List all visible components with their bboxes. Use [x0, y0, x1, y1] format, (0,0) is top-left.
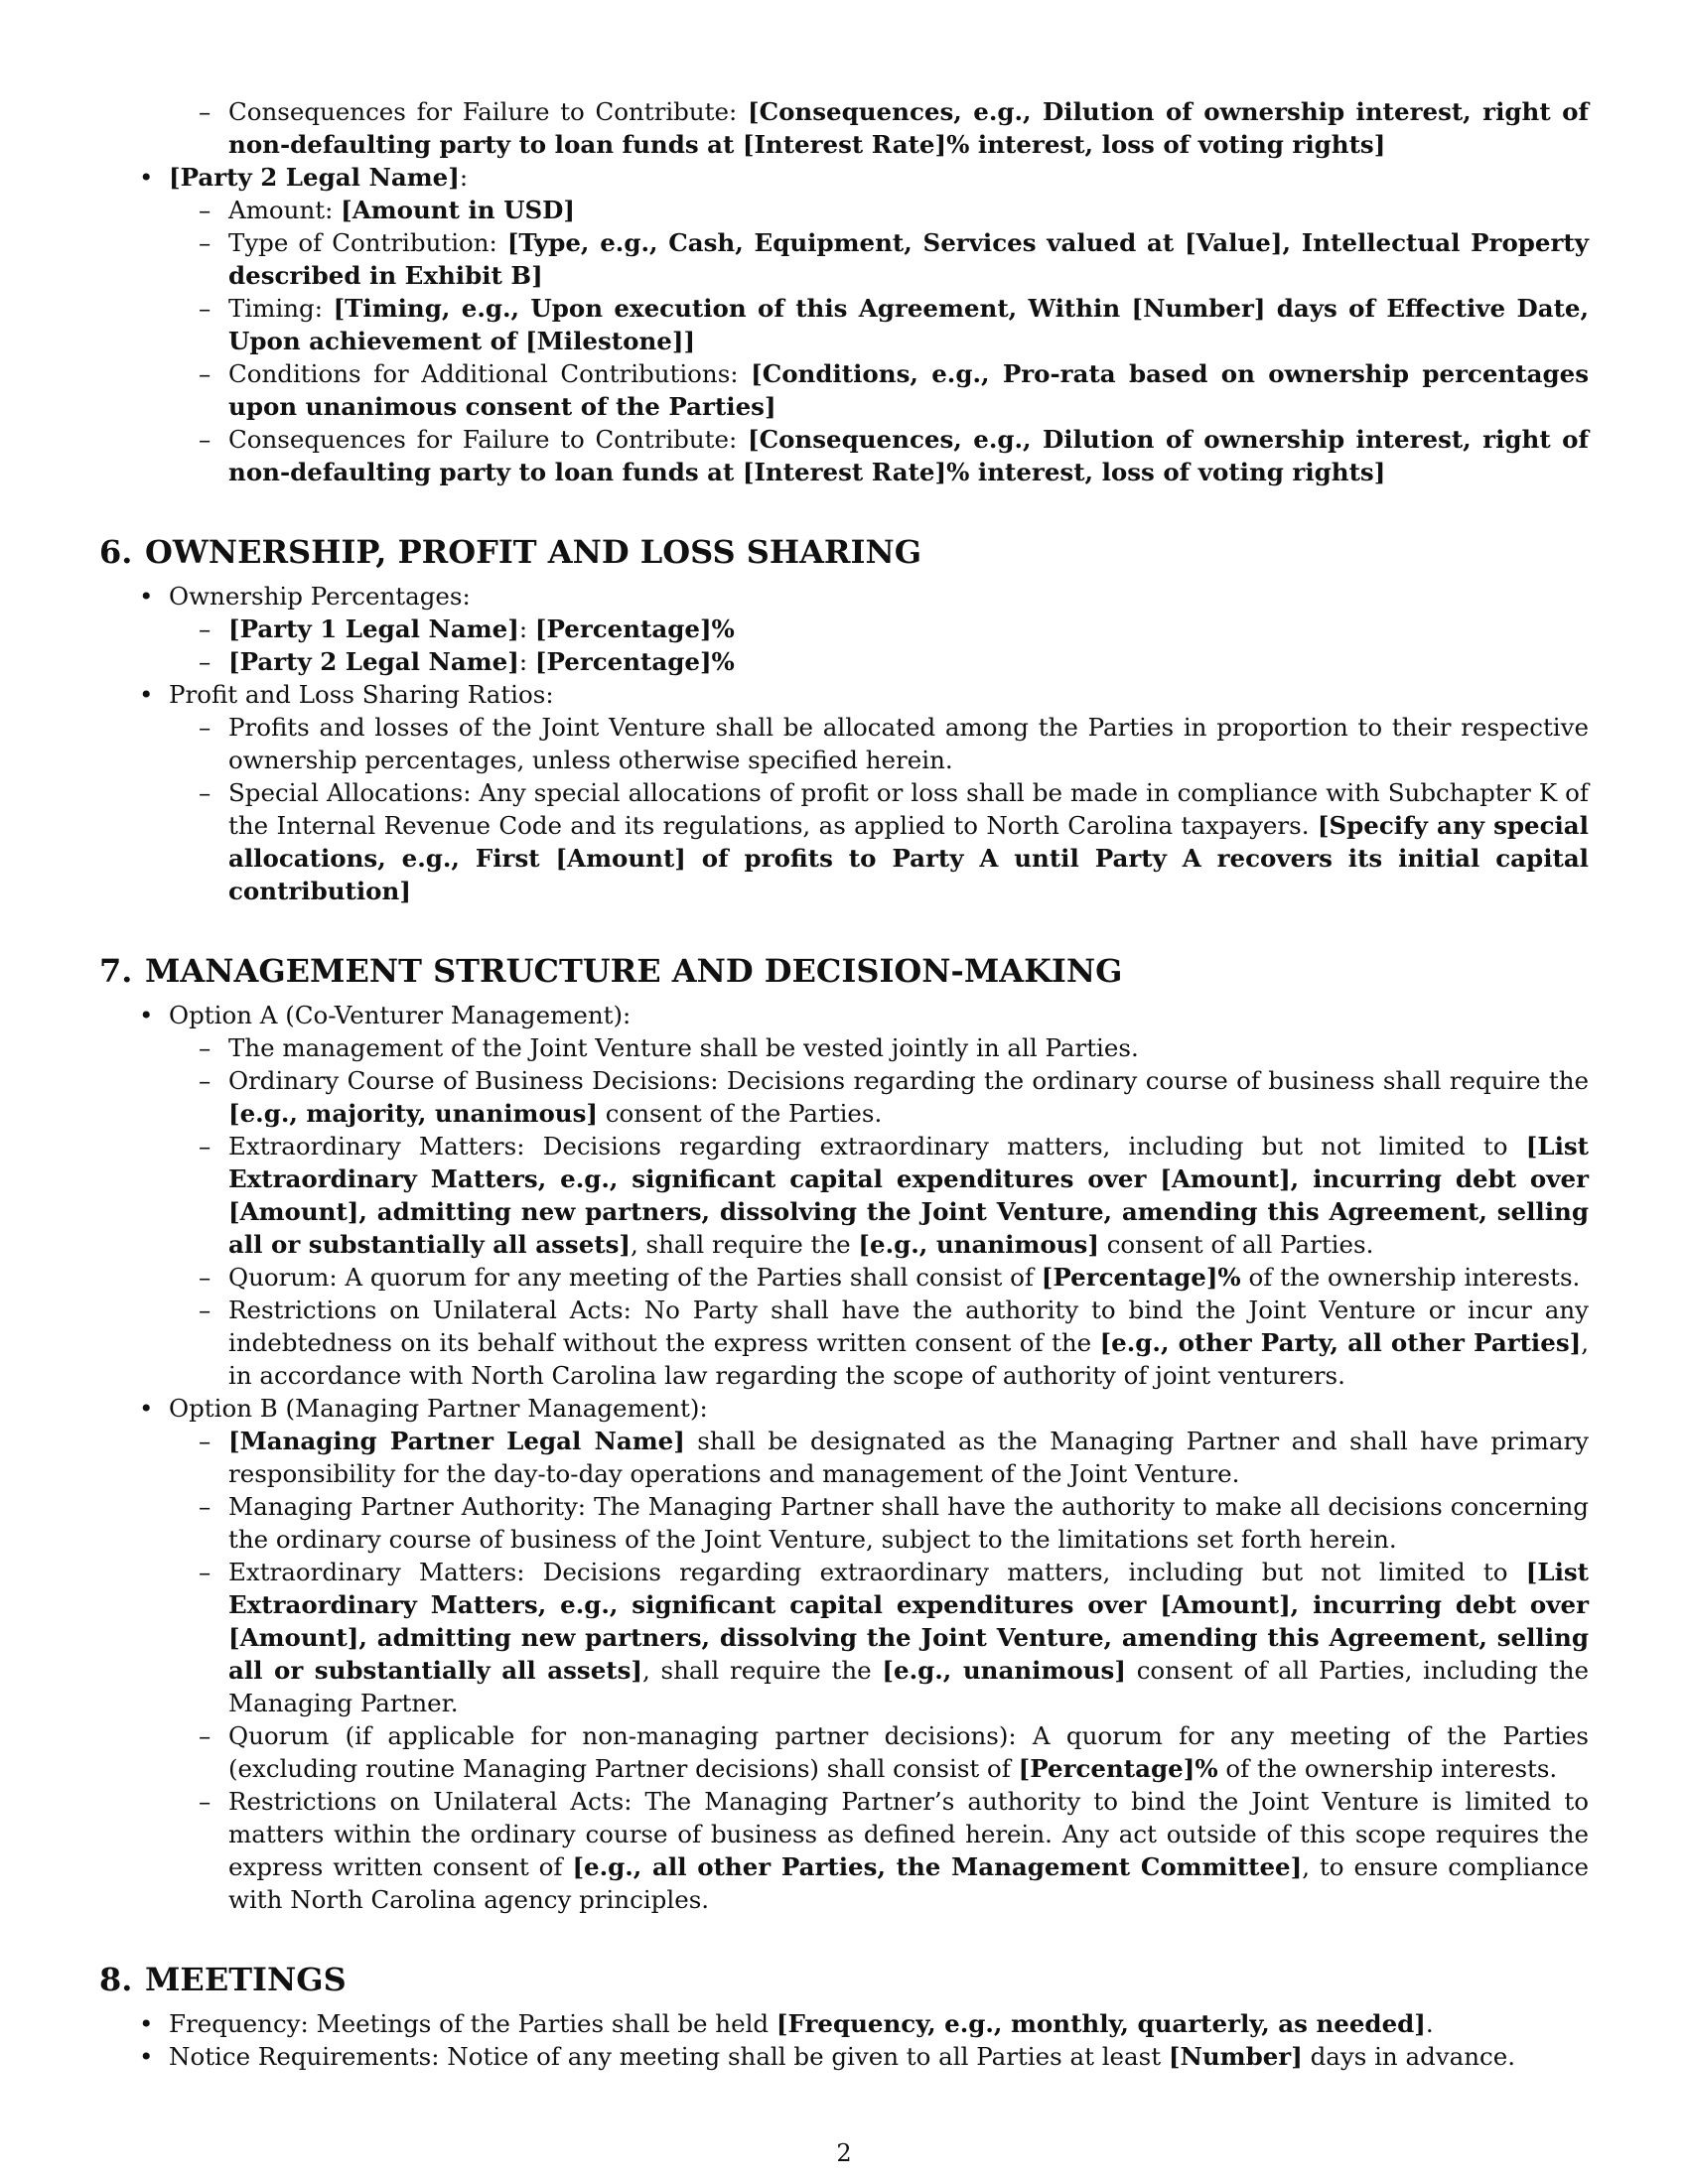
dash-marker: –	[199, 647, 211, 676]
list-item	[99, 2007, 1589, 2040]
option-label: Option B (Managing Partner Management):	[169, 1394, 708, 1423]
item-placeholder: [Specify any special allocations, e.g., First [Amount] of profits to Party A until Party A recovers its initial capital contribution]	[228, 811, 1589, 905]
list-item	[99, 95, 1589, 161]
item-text: , shall require the	[630, 1230, 859, 1259]
bullet-marker: •	[139, 2009, 154, 2038]
item-text: Frequency: Meetings of the Parties shall be held	[169, 2009, 776, 2038]
item-placeholder: [Percentage]%	[1041, 1263, 1241, 1292]
item-value: [Consequences, e.g., Dilution of ownership interest, right of non-defaulting party to loan funds at [Interest Rate]% interest, loss of voting rights]	[228, 425, 1590, 486]
dash-marker: –	[199, 228, 211, 257]
percentage: [Percentage]%	[534, 614, 735, 643]
item-label: Conditions for Additional Contributions:	[228, 359, 752, 388]
dash-marker: –	[199, 1132, 211, 1160]
ownership-row	[99, 613, 1589, 645]
page-number: 2	[836, 2139, 852, 2167]
item-text: , shall require the	[641, 1656, 883, 1685]
item-value: [Conditions, e.g., Pro-rata based on ownership percentages upon unanimous consent of the Parties]	[228, 359, 1589, 421]
dash-marker: –	[199, 1721, 211, 1750]
item-text: Quorum (if applicable for non-managing partner decisions): A quorum for any meeting of the Parties (excluding routine Managing Partner decisions) shall consist of	[228, 1721, 1589, 1783]
bullet-marker: •	[139, 680, 154, 709]
dash-marker: –	[199, 1787, 211, 1816]
separator: :	[518, 614, 535, 643]
item-placeholder: [Managing Partner Legal Name]	[228, 1427, 685, 1455]
ratios-label: Profit and Loss Sharing Ratios:	[169, 680, 554, 709]
list-item	[99, 1425, 1589, 1490]
item-text: Restrictions on Unilateral Acts: No Party shall have the authority to bind the Joint Venture or incur any indebtedness on its behalf without the express written consent of the	[228, 1296, 1589, 1357]
ownership-label: Ownership Percentages:	[169, 582, 471, 611]
party-2-name: [Party 2 Legal Name]	[169, 163, 460, 192]
list-item	[99, 1294, 1589, 1392]
item-placeholder: [e.g., unanimous]	[882, 1656, 1126, 1685]
dash-marker: –	[199, 425, 211, 454]
item-value: [Consequences, e.g., Dilution of ownership interest, right of non-defaulting party to loan funds at [Interest Rate]% interest, loss of voting rights]	[228, 97, 1590, 159]
party-2-item	[99, 161, 1589, 194]
dash-marker: –	[199, 294, 211, 323]
list-item	[99, 1130, 1589, 1261]
list-item	[99, 776, 1589, 907]
item-placeholder: [e.g., unanimous]	[858, 1230, 1099, 1259]
option-b-label	[99, 1392, 1589, 1425]
item-placeholder: [Frequency, e.g., monthly, quarterly, as needed]	[775, 2009, 1426, 2038]
item-text: Managing Partner Authority: The Managing Partner shall have the authority to make all decisions concerning the ordinary course of business of the Joint Venture, subject to the limitations set forth herein.	[228, 1492, 1589, 1554]
section-number: 8.	[99, 1961, 133, 1998]
item-text: consent of all Parties, including the Managing Partner.	[228, 1656, 1589, 1717]
item-label: Timing:	[228, 294, 334, 323]
list-item	[99, 357, 1589, 423]
item-text: Special Allocations: Any special allocations of profit or loss shall be made in compliance with Subchapter K of the Internal Revenue Code and its regulations, as applied to North Carolina taxpayers.	[228, 778, 1589, 840]
item-text: shall be designated as the Managing Partner and shall have primary responsibility for the day-to-day operations and management of the Joint Venture.	[228, 1427, 1589, 1488]
ownership-row	[99, 645, 1589, 678]
list-item	[99, 1490, 1589, 1556]
item-text: consent of all Parties.	[1098, 1230, 1374, 1259]
item-text: Quorum: A quorum for any meeting of the Parties shall consist of	[228, 1263, 1042, 1292]
dash-marker: –	[199, 1558, 211, 1586]
bullet-marker: •	[139, 1001, 154, 1029]
item-label: Type of Contribution:	[228, 228, 507, 257]
option-label: Option A (Co-Venturer Management):	[169, 1001, 632, 1029]
item-text: .	[1425, 2009, 1434, 2038]
section-title: MANAGEMENT STRUCTURE AND DECISION-MAKING	[145, 952, 1123, 990]
section-title: MEETINGS	[145, 1961, 347, 1998]
list-item	[99, 2040, 1589, 2073]
item-text: , in accordance with North Carolina law regarding the scope of authority of joint venturers.	[228, 1328, 1590, 1390]
dash-marker: –	[199, 614, 211, 643]
dash-marker: –	[199, 359, 211, 388]
section-heading-6	[99, 532, 1589, 572]
section-heading-7	[99, 951, 1589, 991]
dash-marker: –	[199, 1033, 211, 1062]
item-label: Amount:	[228, 196, 342, 224]
item-text: Restrictions on Unilateral Acts: The Managing Partner’s authority to bind the Joint Venture is limited to matters within the ordinary course of business as defined herein. Any act outside of this scope requires the express written consent of	[228, 1787, 1589, 1881]
party-name: [Party 1 Legal Name]	[228, 614, 519, 643]
section-number: 7.	[99, 952, 133, 990]
item-text: Profits and losses of the Joint Venture shall be allocated among the Parties in proportion to their respective ownership percentages, unless otherwise specified herein.	[228, 713, 1589, 774]
item-value: [Type, e.g., Cash, Equipment, Services valued at [Value], Intellectual Property described in Exhibit B]	[228, 228, 1589, 290]
item-label: Consequences for Failure to Contribute:	[228, 425, 748, 454]
list-item	[99, 580, 1589, 613]
item-placeholder: [List Extraordinary Matters, e.g., significant capital expenditures over [Amount], incurring debt over [Amount], admitting new partners, dissolving the Joint Venture, amending this Agreement, selling all or substantially all assets]	[228, 1558, 1589, 1685]
section-heading-8	[99, 1960, 1589, 1999]
item-text: , to ensure compliance with North Carolina agency principles.	[228, 1852, 1589, 1914]
item-value: [Timing, e.g., Upon execution of this Agreement, Within [Number] days of Effective Date, Upon achievement of [Milestone]]	[228, 294, 1589, 355]
document-page	[99, 95, 1589, 2073]
list-item	[99, 678, 1589, 711]
separator: :	[518, 647, 535, 676]
item-text: Notice Requirements: Notice of any meeting shall be given to all Parties at least	[169, 2042, 1169, 2071]
dash-marker: –	[199, 97, 211, 126]
dash-marker: –	[199, 1427, 211, 1455]
list-item	[99, 1064, 1589, 1130]
item-placeholder: [List Extraordinary Matters, e.g., significant capital expenditures over [Amount], incurring debt over [Amount], admitting new partners, dissolving the Joint Venture, amending this Agreement, selling all or substantially all assets]	[228, 1132, 1589, 1259]
dash-marker: –	[199, 778, 211, 807]
dash-marker: –	[199, 1263, 211, 1292]
item-placeholder: [e.g., other Party, all other Parties]	[1099, 1328, 1582, 1357]
option-a-label	[99, 999, 1589, 1031]
party-name: [Party 2 Legal Name]	[228, 647, 519, 676]
dash-marker: –	[199, 1066, 211, 1095]
percentage: [Percentage]%	[534, 647, 735, 676]
dash-marker: –	[199, 1492, 211, 1521]
item-text: of the ownership interests.	[1240, 1263, 1581, 1292]
dash-marker: –	[199, 196, 211, 224]
list-item	[99, 1031, 1589, 1064]
list-item	[99, 711, 1589, 776]
bullet-marker: •	[139, 582, 154, 611]
item-value: [Amount in USD]	[341, 196, 576, 224]
item-text: days in advance.	[1302, 2042, 1516, 2071]
dash-marker: –	[199, 1296, 211, 1324]
section-number: 6.	[99, 533, 133, 571]
colon: :	[459, 163, 469, 192]
bullet-marker: •	[139, 163, 154, 192]
bullet-marker: •	[139, 2042, 154, 2071]
item-text: Extraordinary Matters: Decisions regarding extraordinary matters, including but not limited to	[228, 1132, 1526, 1160]
section-title: OWNERSHIP, PROFIT AND LOSS SHARING	[145, 533, 922, 571]
item-text: Ordinary Course of Business Decisions: Decisions regarding the ordinary course of business shall require the	[228, 1066, 1589, 1095]
dash-marker: –	[199, 713, 211, 742]
list-item	[99, 1719, 1589, 1785]
list-item	[99, 226, 1589, 292]
list-item	[99, 1261, 1589, 1294]
item-text: of the ownership interests.	[1217, 1754, 1558, 1783]
list-item	[99, 1556, 1589, 1719]
list-item	[99, 1785, 1589, 1916]
item-text: consent of the Parties.	[598, 1099, 883, 1128]
item-text: Extraordinary Matters: Decisions regarding extraordinary matters, including but not limited to	[228, 1558, 1526, 1586]
list-item	[99, 292, 1589, 357]
item-text: The management of the Joint Venture shall be vested jointly in all Parties.	[228, 1033, 1139, 1062]
item-placeholder: [e.g., all other Parties, the Management Committee]	[572, 1852, 1303, 1881]
list-item	[99, 423, 1589, 488]
item-placeholder: [Percentage]%	[1018, 1754, 1218, 1783]
bullet-marker: •	[139, 1394, 154, 1423]
item-placeholder: [e.g., majority, unanimous]	[228, 1099, 598, 1128]
item-label: Consequences for Failure to Contribute:	[228, 97, 748, 126]
item-placeholder: [Number]	[1168, 2042, 1303, 2071]
list-item	[99, 194, 1589, 226]
